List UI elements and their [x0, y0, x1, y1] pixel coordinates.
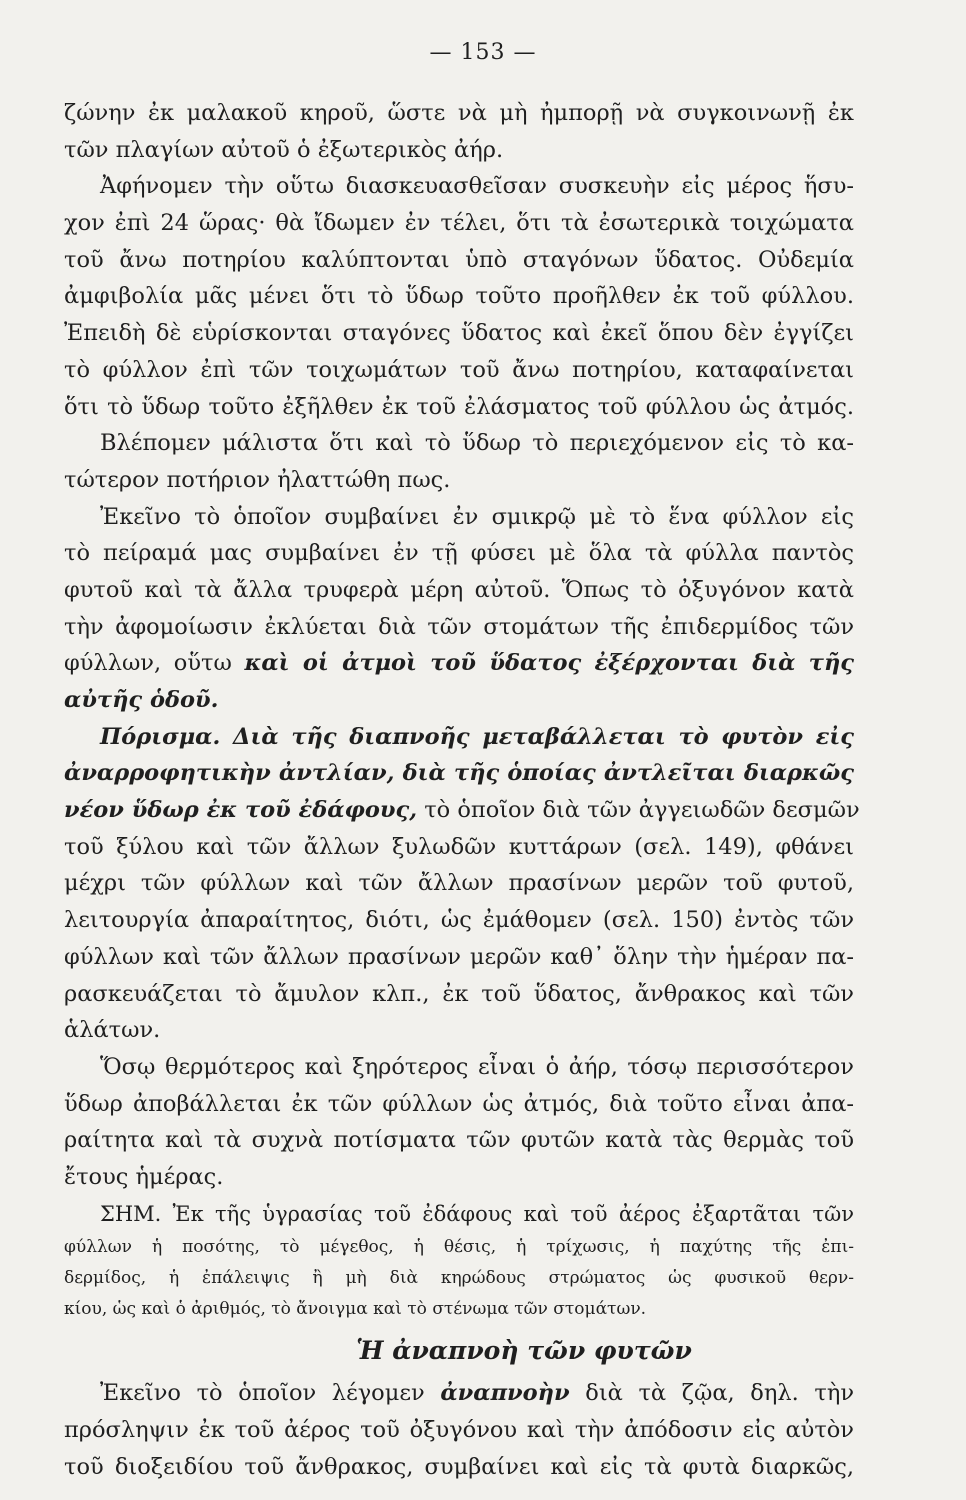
- text-line: ἀμφιβολία μᾶς μένει ὅτι τὸ ὕδωρ τοῦτο προῆλθεν ἐκ τοῦ φύλλου.: [64, 283, 854, 310]
- text-line: τὸ πείραμά μας συμβαίνει ἐν τῇ φύσει μὲ ὅλα τὰ φύλλα παντὸς: [64, 540, 854, 567]
- text-line: ἁλάτων.: [64, 1017, 161, 1044]
- emphasis-text: καὶ οἱ ἀτμοὶ τοῦ ὕδατος ἐξέρχονται διὰ τῆς: [244, 650, 855, 677]
- porisma-label: Πόρισμα.: [100, 723, 221, 750]
- text-line: πρόσληψιν ἐκ τοῦ ἀέρος τοῦ ὀξυγόνου καὶ τὴν ἀπόδοσιν εἰς αὐτὸν: [64, 1417, 854, 1443]
- text-line: Ἐκεῖνο τὸ ὁποῖον συμβαίνει ἐν σμικρῷ μὲ τὸ ἕνα φύλλον εἰς: [100, 503, 854, 530]
- text-line: λειτουργία ἀπαραίτητος, διότι, ὡς ἐμάθομεν (σελ. 150) ἐντὸς τῶν: [64, 907, 854, 934]
- text-line: χον ἐπὶ 24 ὥρας· θὰ ἴδωμεν ἐν τέλει, ὅτι τὰ ἐσωτερικὰ τοιχώματα: [64, 210, 854, 237]
- text-run: Ἐκεῖνο τὸ ὁποῖον λέγομεν: [100, 1380, 441, 1407]
- emphasis-text: ἀναπνοὴν: [440, 1380, 570, 1407]
- text-line: [64, 792, 860, 829]
- text-line: τοῦ ξύλου καὶ τῶν ἄλλων ξυλωδῶν κυττάρων (σελ. 149), φθάνει: [64, 833, 854, 860]
- section-heading: Ἡ ἀναπνοὴ τῶν φυτῶν: [356, 1336, 692, 1366]
- emphasis-text: αὐτῆς ὁδοῦ.: [64, 687, 219, 713]
- page-number: — 153 —: [429, 40, 537, 65]
- text-line: [64, 755, 854, 792]
- text-line: τοῦ διοξειδίου τοῦ ἄνθρακος, συμβαίνει καὶ εἰς τὰ φυτὰ διαρκῶς,: [64, 1453, 854, 1480]
- text-line: φυτοῦ καὶ τὰ ἄλλα τρυφερὰ μέρη αὐτοῦ. Ὅπως τὸ ὀξυγόνον κατὰ: [64, 576, 854, 603]
- emphasis-text: Διὰ τῆς διαπνοῆς μεταβάλλεται τὸ φυτὸν εἰς: [220, 723, 854, 750]
- text-line: τώτερον ποτήριον ἠλαττώθη πως.: [64, 466, 451, 493]
- note-label: ΣΗΜ.: [100, 1201, 162, 1226]
- text-line: τοῦ ἄνω ποτηρίου καλύπτονται ὑπὸ σταγόνων ὕδατος. Οὐδεμία: [64, 246, 854, 273]
- text-line: ὕδωρ ἀποβάλλεται ἐκ τῶν φύλλων ὡς ἀτμός, διὰ τοῦτο εἶναι ἀπα-: [64, 1090, 854, 1117]
- text-line: τὸ φύλλον ἐπὶ τῶν τοιχωμάτων τοῦ ἄνω ποτηρίου, καταφαίνεται: [64, 356, 854, 383]
- emphasis-text: ἀναρροφητικὴν ἀντλίαν, διὰ τῆς ὁποίας ἀντλεῖται διαρκῶς: [64, 760, 854, 787]
- text-line: ὅτι τὸ ὕδωρ τοῦτο ἐξῆλθεν ἐκ τοῦ ἐλάσματος τοῦ φύλλου ὡς ἀτμός.: [64, 393, 854, 420]
- text-line: ραίτητα καὶ τὰ συχνὰ ποτίσματα τῶν φυτῶν κατὰ τὰς θερμὰς τοῦ: [64, 1127, 854, 1154]
- text-line: ρασκευάζεται τὸ ἄμυλον κλπ., ἐκ τοῦ ὕδατος, ἄνθρακος καὶ τῶν: [64, 980, 854, 1007]
- text-line: [64, 682, 854, 719]
- text-run: φύλλων, οὕτω: [64, 650, 245, 677]
- note-line: κίου, ὡς καὶ ὁ ἀριθμός, τὸ ἄνοιγμα καὶ τὸ στένωμα τῶν στομάτων.: [64, 1299, 647, 1320]
- note-line: δερμίδος, ἡ ἐπάλειψις ἢ μὴ διὰ κηρώδους στρώματος ὡς φυσικοῦ θερν-: [64, 1268, 854, 1289]
- text-line: ἔτους ἡμέρας.: [64, 1163, 224, 1190]
- text-line: Ὅσῳ θερμότερος καὶ ξηρότερος εἶναι ὁ ἀήρ, τόσῳ περισσότερον: [100, 1053, 854, 1080]
- text-line: τῶν πλαγίων αὐτοῦ ὁ ἐξωτερικὸς ἀήρ.: [64, 136, 504, 163]
- porisma-line: [64, 719, 854, 756]
- text-line: φύλλων καὶ τῶν ἄλλων πρασίνων μερῶν καθ᾽ ὅλην τὴν ἡμέραν πα-: [64, 943, 854, 970]
- note-line: φύλλων ἡ ποσότης, τὸ μέγεθος, ἡ θέσις, ἡ τρίχωσις, ἡ παχύτης τῆς ἐπι-: [64, 1237, 854, 1258]
- emphasis-text: νέον ὕδωρ ἐκ τοῦ ἐδάφους,: [64, 797, 418, 824]
- text-line: [64, 1375, 854, 1412]
- text-run: τὸ ὁποῖον διὰ τῶν ἀγγειωδῶν δεσμῶν: [417, 797, 860, 824]
- text-line: τὴν ἀφομοίωσιν ἐκλύεται διὰ τῶν στομάτων τῆς ἐπιδερμίδος τῶν: [64, 613, 854, 640]
- text-line: [64, 645, 854, 682]
- note-line: [64, 1196, 854, 1233]
- text-line: Ἐπειδὴ δὲ εὑρίσκονται σταγόνες ὕδατος καὶ ἐκεῖ ὅπου δὲν ἐγγίζει: [64, 320, 854, 347]
- note-text: Ἐκ τῆς ὑγρασίας τοῦ ἐδάφους καὶ τοῦ ἀέρος ἐξαρτᾶται τῶν: [161, 1201, 854, 1226]
- text-line: ζώνην ἐκ μαλακοῦ κηροῦ, ὥστε νὰ μὴ ἠμπορῇ νὰ συγκοινωνῇ ἐκ: [64, 100, 854, 126]
- text-line: Βλέπομεν μάλιστα ὅτι καὶ τὸ ὕδωρ τὸ περιεχόμενον εἰς τὸ κα-: [100, 430, 854, 457]
- text-line: Ἀφήνομεν τὴν οὕτω διασκευασθεῖσαν συσκευὴν εἰς μέρος ἥσυ-: [100, 173, 854, 200]
- body-text: [64, 95, 860, 1485]
- text-run: διὰ τὰ ζῷα, δηλ. τὴν: [569, 1380, 854, 1407]
- text-line: μέχρι τῶν φύλλων καὶ τῶν ἄλλων πρασίνων μερῶν τοῦ φυτοῦ,: [64, 870, 854, 897]
